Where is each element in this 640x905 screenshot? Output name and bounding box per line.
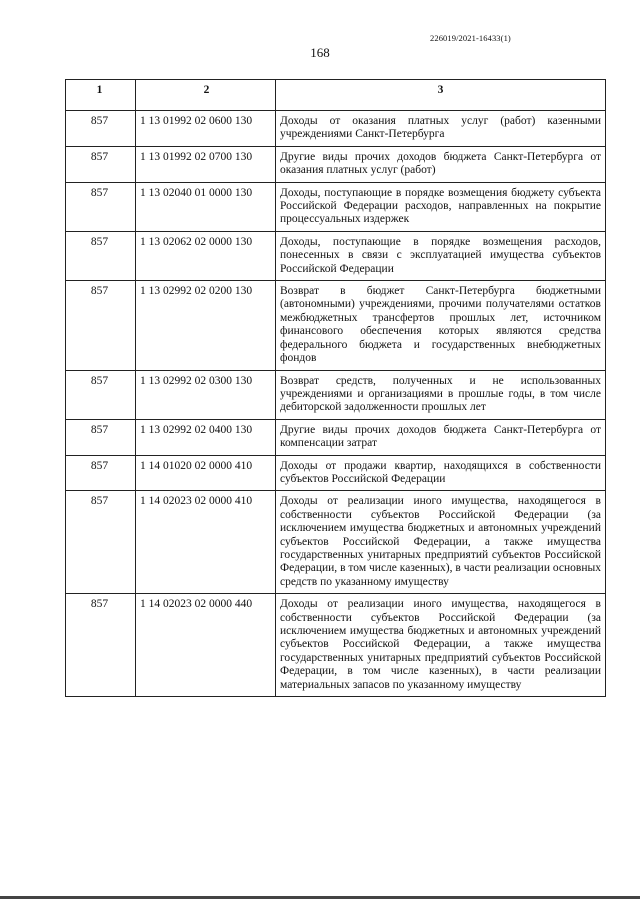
column-header-2: 2 [136, 80, 276, 111]
admin-code-cell: 857 [66, 455, 136, 491]
description-cell: Доходы от продажи квартир, находящихся в собственности субъектов Российской Федерации [276, 455, 606, 491]
budget-table [65, 79, 606, 697]
budget-code-cell: 1 13 02992 02 0300 130 [136, 370, 276, 419]
budget-code-cell: 1 13 02040 01 0000 130 [136, 182, 276, 231]
admin-code-cell: 857 [66, 281, 136, 370]
budget-code-cell: 1 13 01992 02 0700 130 [136, 146, 276, 182]
description-cell: Доходы от оказания платных услуг (работ) казенными учреждениями Санкт-Петербурга [276, 111, 606, 147]
admin-code-cell: 857 [66, 594, 136, 697]
admin-code-cell: 857 [66, 419, 136, 455]
description-cell: Другие виды прочих доходов бюджета Санкт-Петербурга от оказания платных услуг (работ) [276, 146, 606, 182]
description-cell: Доходы, поступающие в порядке возмещения бюджету субъекта Российской Федерации расходов, направленных на покрытие процессуальных издержек [276, 182, 606, 231]
table-row [66, 455, 606, 491]
budget-code-cell: 1 13 02992 02 0400 130 [136, 419, 276, 455]
document-id: 226019/2021-16433(1) [430, 33, 511, 43]
table-row [66, 146, 606, 182]
budget-code-cell: 1 13 01992 02 0600 130 [136, 111, 276, 147]
admin-code-cell: 857 [66, 231, 136, 280]
admin-code-cell: 857 [66, 491, 136, 594]
budget-code-cell: 1 14 02023 02 0000 440 [136, 594, 276, 697]
admin-code-cell: 857 [66, 111, 136, 147]
admin-code-cell: 857 [66, 146, 136, 182]
table-row [66, 281, 606, 370]
table-row [66, 594, 606, 697]
column-header-3: 3 [276, 80, 606, 111]
table-row [66, 419, 606, 455]
table-row [66, 231, 606, 280]
description-cell: Доходы от реализации иного имущества, находящегося в собственности субъектов Российской Федерации (за исключением имущества бюджетных и автономных учреждений субъектов Российской Федерации, а также имущества государственных унитарных предприятий субъектов Российской Федерации, в том числе казенных), в части реализации материальных запасов по указанному имуществу [276, 594, 606, 697]
budget-code-cell: 1 13 02992 02 0200 130 [136, 281, 276, 370]
description-cell: Возврат в бюджет Санкт-Петербурга бюджетными (автономными) учреждениями, прочими получателями остатков межбюджетных трансфертов прошлых лет, источником финансового обеспечения которых являются средства федерального бюджета и государственных внебюджетных фондов [276, 281, 606, 370]
description-cell: Другие виды прочих доходов бюджета Санкт-Петербурга от компенсации затрат [276, 419, 606, 455]
scan-edge-line [0, 896, 640, 899]
description-cell: Доходы, поступающие в порядке возмещения расходов, понесенных в связи с эксплуатацией имущества субъектов Российской Федерации [276, 231, 606, 280]
admin-code-cell: 857 [66, 370, 136, 419]
page-number: 168 [310, 45, 330, 60]
table-row [66, 182, 606, 231]
description-cell: Возврат средств, полученных и не использованных учреждениями и организациями в прошлые годы, в том числе дебиторской задолженности прошлых лет [276, 370, 606, 419]
table-row [66, 370, 606, 419]
table-header-row [66, 80, 606, 111]
budget-code-cell: 1 14 02023 02 0000 410 [136, 491, 276, 594]
budget-code-cell: 1 13 02062 02 0000 130 [136, 231, 276, 280]
column-header-1: 1 [66, 80, 136, 111]
description-cell: Доходы от реализации иного имущества, находящегося в собственности субъектов Российской Федерации (за исключением имущества бюджетных и автономных учреждений субъектов Российской Федерации, а также имущества государственных унитарных предприятий субъектов Российской Федерации, в том числе казенных), в части реализации основных средств по указанному имуществу [276, 491, 606, 594]
table-row [66, 491, 606, 594]
budget-code-cell: 1 14 01020 02 0000 410 [136, 455, 276, 491]
admin-code-cell: 857 [66, 182, 136, 231]
table-row [66, 111, 606, 147]
